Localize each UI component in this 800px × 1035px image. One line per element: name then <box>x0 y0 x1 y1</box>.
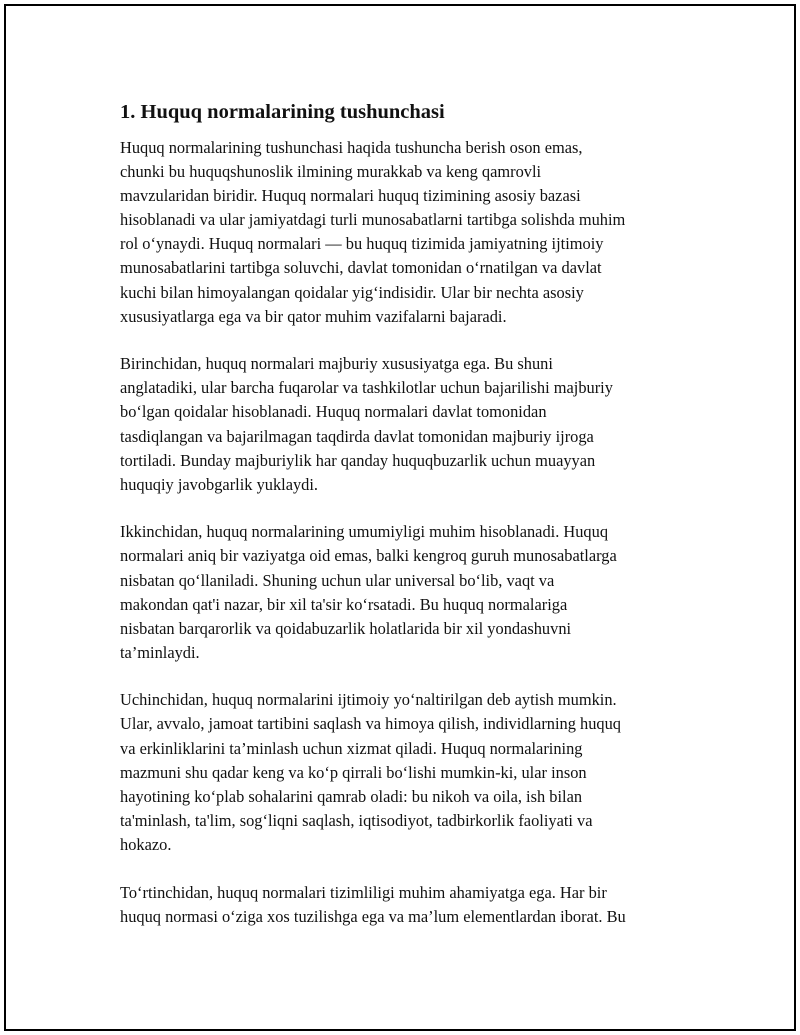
text-line: hayotining ko‘plab sohalarini qamrab oladi: bu nikoh va oila, ish bilan <box>120 786 583 806</box>
text-line: Birinchidan, huquq normalari majburiy xususiyatga ega. Bu shuni <box>120 354 553 374</box>
text-line: nisbatan barqarorlik va qoidabuzarlik holatlarida bir xil yondashuvni <box>120 618 572 638</box>
text-line: ta’minlaydi. <box>120 642 200 662</box>
text-line: kuchi bilan himoyalangan qoidalar yig‘indisidir. Ular bir nechta asosiy <box>120 282 584 302</box>
text-line: To‘rtinchidan, huquq normalari tizimliligi muhim ahamiyatga ega. Har bir <box>120 882 607 902</box>
text-line: tasdiqlangan va bajarilmagan taqdirda davlat tomonidan majburiy ijroga <box>120 426 594 446</box>
text-line: makondan qat'i nazar, bir xil ta'sir ko‘rsatadi. Bu huquq normalariga <box>120 594 568 614</box>
text-line: mavzularidan biridir. Huquq normalari huquq tizimining asosiy bazasi <box>120 186 581 206</box>
text-line: tortiladi. Bunday majburiylik har qanday huquqbuzarlik uchun muayyan <box>120 450 596 470</box>
section-heading: 1. Huquq normalarining tushunchasi <box>120 101 445 123</box>
text-line: chunki bu huquqshunoslik ilmining murakkab va keng qamrovli <box>120 162 542 182</box>
paragraph-1 <box>120 136 700 329</box>
text-line: Ular, avvalo, jamoat tartibini saqlash va himoya qilish, individlarning huquq <box>120 714 621 734</box>
paragraph-5 <box>120 881 700 929</box>
paragraph-2 <box>120 352 700 497</box>
text-line: xususiyatlarga ega va bir qator muhim vazifalarni bajaradi. <box>120 306 507 326</box>
text-line: mazmuni shu qadar keng va ko‘p qirrali bo‘lishi mumkin-ki, ular inson <box>120 762 587 782</box>
text-line: rol o‘ynaydi. Huquq normalari — bu huquq tizimida jamiyatning ijtimoiy <box>120 234 604 254</box>
paragraph-3 <box>120 520 700 665</box>
text-line: huquqiy javobgarlik yuklaydi. <box>120 474 319 494</box>
text-line: Huquq normalarining tushunchasi haqida tushuncha berish oson emas, <box>120 138 583 157</box>
text-line: anglatadiki, ular barcha fuqarolar va tashkilotlar uchun bajarilishi majburiy <box>120 378 613 398</box>
text-line: normalari aniq bir vaziyatga oid emas, balki kengroq guruh munosabatlarga <box>120 546 617 566</box>
text-line: va erkinliklarini ta’minlash uchun xizmat qiladi. Huquq normalarining <box>120 738 583 758</box>
page-frame <box>4 4 796 1031</box>
text-line: hokazo. <box>120 834 172 854</box>
text-line: huquq normasi o‘ziga xos tuzilishga ega va ma’lum elementlardan iborat. Bu <box>120 906 626 926</box>
document-body <box>120 98 700 952</box>
text-line: Uchinchidan, huquq normalarini ijtimoiy yo‘naltirilgan deb aytish mumkin. <box>120 690 617 710</box>
text-line: munosabatlarini tartibga soluvchi, davlat tomonidan o‘rnatilgan va davlat <box>120 258 602 278</box>
text-line: ta'minlash, ta'lim, sog‘liqni saqlash, iqtisodiyot, tadbirkorlik faoliyati va <box>120 810 593 830</box>
paragraph-4 <box>120 688 700 857</box>
text-line: nisbatan qo‘llaniladi. Shuning uchun ular universal bo‘lib, vaqt va <box>120 570 555 590</box>
text-line: Ikkinchidan, huquq normalarining umumiyligi muhim hisoblanadi. Huquq <box>120 522 609 542</box>
text-line: hisoblanadi va ular jamiyatdagi turli munosabatlarni tartibga solishda muhim <box>120 210 626 230</box>
text-line: bo‘lgan qoidalar hisoblanadi. Huquq normalari davlat tomonidan <box>120 402 547 422</box>
